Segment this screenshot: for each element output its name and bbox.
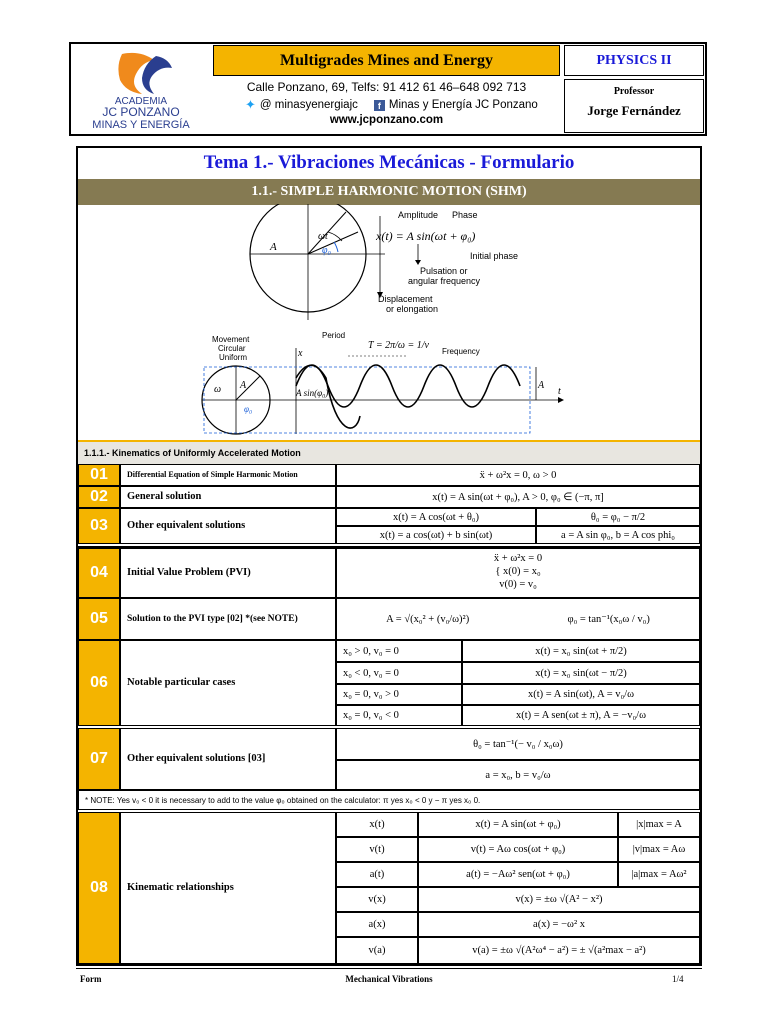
footer-center: Mechanical Vibrations [345, 974, 433, 984]
svg-text:MINAS Y ENERGÍA: MINAS Y ENERGÍA [92, 119, 190, 131]
section-heading: 1.1.- SIMPLE HARMONIC MOTION (SHM) [78, 179, 700, 205]
page-title: Tema 1.- Vibraciones Mecánicas - Formulario [203, 152, 575, 173]
maximum: |x|max = A [618, 812, 700, 837]
address: Calle Ponzano, 69, Telfs: 91 412 61 46–648 092 713 [246, 80, 527, 94]
svg-text:A: A [538, 380, 545, 391]
row-number: 03 [78, 508, 120, 544]
wave-diagram [198, 326, 578, 438]
formula-block [336, 598, 700, 640]
formula: φ₀ = tan⁻¹(x₀ω / v₀) [567, 614, 650, 625]
subsection-heading: 1.1.1.- Kinematics of Uniformly Accelerated Motion [78, 440, 700, 464]
professor-label: Professor [613, 86, 655, 97]
row-label: Differential Equation of Simple Harmonic Motion [120, 464, 336, 486]
formula: x(t) = x₀ sin(ωt + π/2) [462, 640, 700, 662]
svg-text:x(t) = A sin(ωt + φ₀): x(t) = A sin(ωt + φ₀) [376, 229, 476, 243]
logo [72, 46, 210, 132]
row-label: Solution to the PVI type [02] *(see NOTE) [120, 598, 336, 640]
formula: v(t) = Aω cos(ωt + φ₀) [418, 837, 618, 862]
row-number: 06 [78, 640, 120, 726]
subject-label: PHYSICS II [564, 45, 704, 76]
svg-text:Pulsation or: Pulsation or [420, 266, 468, 276]
twitter-icon: ✦ [245, 97, 256, 112]
formula: a(t) = −Aω² sen(ωt + φ₀) [418, 862, 618, 887]
formula: x(t) = A cos(ωt + θ₀) [336, 508, 536, 526]
formula: v(0) = v₀ [499, 579, 537, 590]
school-title: Multigrades Mines and Energy [213, 45, 560, 76]
svg-text:φ₀: φ₀ [322, 245, 332, 256]
formula: { x(0) = x₀ [495, 566, 541, 577]
row-number: 02 [78, 486, 120, 508]
formula: x(t) = A sin(ωt), A = v₀/ω [462, 684, 700, 705]
row-label: Other equivalent solutions [120, 508, 336, 544]
facebook-page[interactable]: Minas y Energía JC Ponzano [388, 99, 538, 111]
formula: x(t) = A sin(ωt + φ₀) [418, 812, 618, 837]
social-row [245, 97, 538, 113]
formula: ẍ + ω²x = 0, ω > 0 [336, 464, 700, 486]
row-label: Initial Value Problem (PVI) [120, 548, 336, 598]
svg-text:A sin(φ₀): A sin(φ₀) [296, 388, 329, 398]
formula: a = x₀, b = v₀/ω [336, 760, 700, 790]
professor-name: Jorge Fernández [587, 103, 681, 118]
svg-text:Circular: Circular [218, 344, 246, 353]
note: * NOTE: Yes v₀ < 0 it is necessary to add to the value φ₀ obtained on the calculator: π yes x₀ < 0 y − π yes x₀ 0. [78, 790, 700, 810]
formula: v(a) = ±ω √(A²ω⁴ − a²) = ± √(a²max − a²) [418, 937, 700, 964]
formula: a(x) = −ω² x [418, 912, 700, 937]
quantity: x(t) [336, 812, 418, 837]
row-number: 04 [78, 548, 120, 598]
quantity: a(t) [336, 862, 418, 887]
quantity: a(x) [336, 912, 418, 937]
svg-text:Amplitude: Amplitude [398, 210, 439, 220]
svg-text:A: A [240, 380, 247, 391]
row-label: Other equivalent solutions [03] [120, 728, 336, 790]
svg-text:JC PONZANO: JC PONZANO [102, 105, 180, 119]
svg-text:Uniform: Uniform [219, 353, 248, 362]
svg-text:x: x [298, 348, 303, 359]
twitter-handle[interactable]: @ minasyenergiajc [259, 99, 358, 111]
row-label: Notable particular cases [120, 640, 336, 726]
svg-text:A: A [270, 241, 277, 253]
svg-text:t: t [558, 386, 561, 397]
svg-text:ACADEMIA: ACADEMIA [114, 96, 168, 107]
professor-box [564, 79, 704, 133]
svg-text:Displacement: Displacement [378, 294, 433, 304]
svg-text:Movement: Movement [212, 335, 250, 344]
row-number: 08 [78, 812, 120, 964]
condition: x₀ = 0, v₀ < 0 [336, 705, 462, 726]
formula: a = A sin φ₀, b = A cos phi₀ [536, 526, 700, 544]
svg-text:Initial phase: Initial phase [470, 251, 519, 261]
row-number: 01 [78, 464, 120, 486]
svg-text:or elongation: or elongation [386, 304, 439, 314]
formula: x(t) = a cos(ωt) + b sin(ωt) [336, 526, 536, 544]
page-number: 1/4 [672, 974, 684, 984]
footer-left: Form [80, 974, 102, 984]
circle-figure [230, 204, 560, 320]
condition: x₀ = 0, v₀ > 0 [336, 684, 462, 705]
formula-block [336, 548, 700, 598]
quantity: v(t) [336, 837, 418, 862]
formula: A = √(x₀² + (v₀/ω)²) [386, 613, 470, 625]
condition: x₀ < 0, v₀ = 0 [336, 662, 462, 684]
row-label: Kinematic relationships [120, 812, 336, 964]
svg-text:ωt: ωt [318, 231, 328, 242]
facebook-icon: f [374, 100, 385, 111]
row-number: 05 [78, 598, 120, 640]
circle-diagram [230, 204, 560, 320]
svg-text:ω: ω [214, 384, 222, 395]
quantity: v(a) [336, 937, 418, 964]
row-number: 07 [78, 728, 120, 790]
svg-text:φ₀: φ₀ [244, 404, 253, 414]
formula: v(x) = ±ω √(A² − x²) [418, 887, 700, 912]
svg-text:Phase: Phase [452, 210, 478, 220]
formula: x(t) = A sin(ωt + φ₀), A > 0, φ₀ ∈ (−π, π] [336, 486, 700, 508]
svg-text:Frequency: Frequency [442, 347, 480, 356]
footer-rule [76, 968, 702, 969]
website-link[interactable]: www.jcponzano.com [329, 114, 444, 126]
svg-text:angular frequency: angular frequency [408, 276, 481, 286]
quantity: v(x) [336, 887, 418, 912]
formula: θ₀ = φ₀ − π/2 [536, 508, 700, 526]
formula: ẍ + ω²x = 0 [493, 553, 543, 564]
logo-icon [72, 46, 210, 132]
maximum: |v|max = Aω [618, 837, 700, 862]
maximum: |a|max = Aω² [618, 862, 700, 887]
wave-figure [198, 326, 578, 438]
svg-text:T = 2π/ω = 1/ν: T = 2π/ω = 1/ν [368, 340, 429, 351]
row-label: General solution [120, 486, 336, 508]
formula: θ₀ = tan⁻¹(− v₀ / x₀ω) [336, 728, 700, 760]
condition: x₀ > 0, v₀ = 0 [336, 640, 462, 662]
svg-text:Period: Period [322, 331, 346, 340]
formula: x(t) = x₀ sin(ωt − π/2) [462, 662, 700, 684]
formula: x(t) = A sen(ωt ± π), A = −v₀/ω [462, 705, 700, 726]
